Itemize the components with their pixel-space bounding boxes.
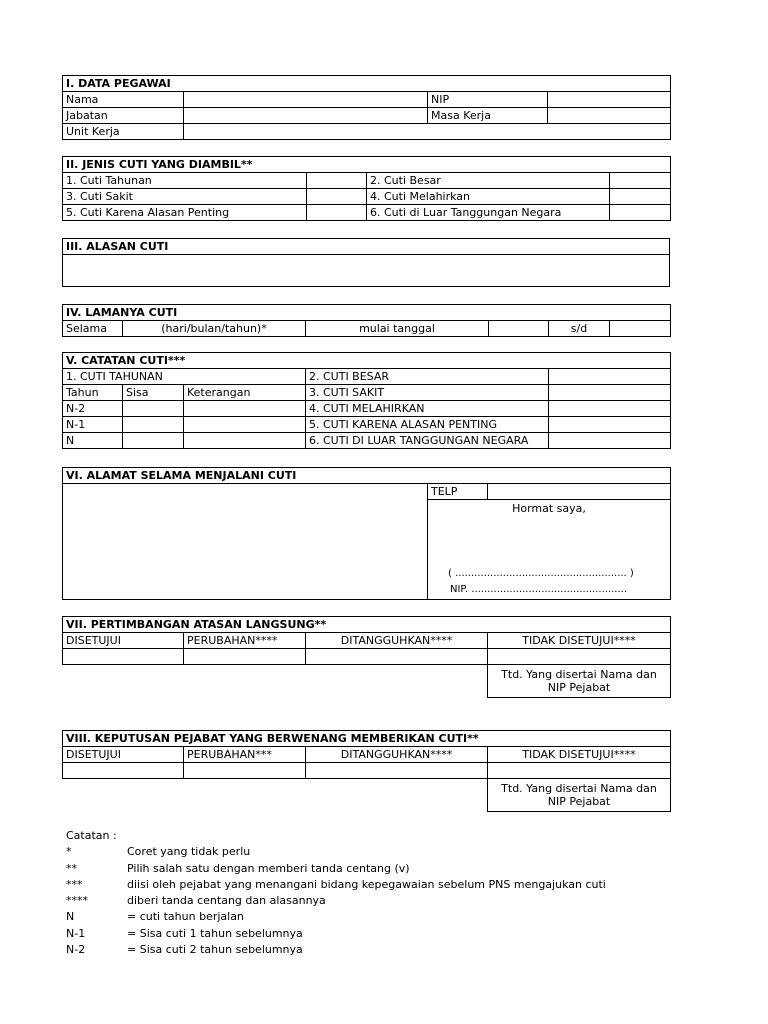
cuti-record-field[interactable] (549, 385, 671, 401)
cuti-record-label: 6. CUTI DI LUAR TANGGUNGAN NEGARA (306, 433, 549, 449)
label-sd: s/d (549, 321, 610, 337)
field-sisa[interactable] (123, 401, 184, 417)
cuti-type-label: 4. Cuti Melahirkan (367, 189, 610, 205)
field-sisa[interactable] (123, 417, 184, 433)
cuti-record-label: 5. CUTI KARENA ALASAN PENTING (306, 417, 549, 433)
field-jabatan[interactable] (184, 108, 428, 124)
signature-nip-line: NIP. ................................................. (450, 584, 628, 595)
note-item (66, 861, 606, 877)
spacer (63, 665, 488, 698)
row-year: N-2 (63, 401, 123, 417)
field-masa-kerja[interactable] (548, 108, 671, 124)
ttd-box (488, 779, 671, 812)
col-ditangguhkan: DITANGGUHKAN**** (306, 633, 488, 649)
cuti-tahunan-header: 1. CUTI TAHUNAN (63, 369, 306, 385)
section-data-pegawai (62, 75, 670, 140)
spacer (63, 779, 488, 812)
ttd-line: Ttd. Yang disertai Nama dan (501, 782, 657, 795)
field-unit-kerja[interactable] (184, 124, 671, 140)
note-key: * (66, 845, 72, 859)
cuti-type-label: 6. Cuti di Luar Tanggungan Negara (367, 205, 610, 221)
cuti-record-field[interactable] (549, 433, 671, 449)
hormat-saya: Hormat saya, (512, 502, 586, 515)
field-start-date[interactable] (489, 321, 549, 337)
field-ditangguhkan[interactable] (306, 649, 488, 665)
field-keterangan[interactable] (184, 417, 306, 433)
col-perubahan: PERUBAHAN*** (184, 747, 306, 763)
field-nama[interactable] (184, 92, 428, 108)
note-item (66, 877, 606, 893)
cuti-type-check[interactable] (307, 205, 367, 221)
row-year: N (63, 433, 123, 449)
field-keterangan[interactable] (184, 401, 306, 417)
label-unit-kerja: Unit Kerja (63, 124, 184, 140)
note-item (66, 909, 606, 925)
section-lamanya-cuti (62, 304, 670, 337)
col-keterangan: Keterangan (184, 385, 306, 401)
section-alamat (62, 467, 670, 600)
field-nip[interactable] (548, 92, 671, 108)
field-duration-unit[interactable]: (hari/bulan/tahun)* (123, 321, 306, 337)
field-alamat[interactable] (63, 484, 428, 600)
note-text: Pilih salah satu dengan memberi tanda centang (v) (127, 861, 410, 875)
row-year: N-1 (63, 417, 123, 433)
col-sisa: Sisa (123, 385, 184, 401)
note-key: **** (66, 894, 88, 908)
note-text: diisi oleh pejabat yang menangani bidang kepegawaian sebelum PNS mengajukan cuti (127, 877, 606, 891)
field-perubahan[interactable] (184, 649, 306, 665)
section-title: V. CATATAN CUTI*** (63, 353, 671, 369)
section-title: II. JENIS CUTI YANG DIAMBIL** (63, 157, 671, 173)
label-telp: TELP (428, 484, 488, 500)
section-title: I. DATA PEGAWAI (63, 76, 671, 92)
cuti-type-label: 1. Cuti Tahunan (63, 173, 307, 189)
col-tahun: Tahun (63, 385, 123, 401)
label-masa-kerja: Masa Kerja (428, 108, 548, 124)
cuti-type-label: 2. Cuti Besar (367, 173, 610, 189)
field-keterangan[interactable] (184, 433, 306, 449)
section-title: VIII. KEPUTUSAN PEJABAT YANG BERWENANG MEMBERIKAN CUTI** (63, 731, 671, 747)
col-ditangguhkan: DITANGGUHKAN**** (306, 747, 488, 763)
signature-box (428, 500, 671, 600)
note-text: = cuti tahun berjalan (127, 910, 244, 924)
note-key: ** (66, 861, 77, 875)
label-jabatan: Jabatan (63, 108, 184, 124)
cuti-type-check[interactable] (307, 189, 367, 205)
ttd-line: Ttd. Yang disertai Nama dan (501, 668, 657, 681)
note-text: = Sisa cuti 2 tahun sebelumnya (127, 943, 303, 957)
note-text: = Sisa cuti 1 tahun sebelumnya (127, 926, 303, 940)
ttd-box (488, 665, 671, 698)
note-text: Coret yang tidak perlu (127, 845, 251, 859)
field-alasan-cuti[interactable] (63, 255, 670, 287)
field-disetujui[interactable] (63, 649, 184, 665)
cuti-type-label: 5. Cuti Karena Alasan Penting (63, 205, 307, 221)
section-keputusan-pejabat (62, 730, 670, 812)
note-item (66, 893, 606, 909)
field-sisa[interactable] (123, 433, 184, 449)
section-title: III. ALASAN CUTI (63, 239, 670, 255)
notes (66, 828, 606, 958)
cuti-type-label: 3. Cuti Sakit (63, 189, 307, 205)
col-perubahan: PERUBAHAN**** (184, 633, 306, 649)
section-pertimbangan-atasan (62, 616, 670, 698)
cuti-type-check[interactable] (610, 173, 671, 189)
field-tidak-disetujui[interactable] (488, 649, 671, 665)
ttd-line: NIP Pejabat (547, 681, 611, 694)
section-alasan-cuti (62, 238, 670, 287)
note-text: diberi tanda centang dan alasannya (127, 894, 326, 908)
cuti-type-check[interactable] (610, 205, 671, 221)
field-end-date[interactable] (610, 321, 671, 337)
field-telp[interactable] (488, 484, 671, 500)
field-tidak-disetujui[interactable] (488, 763, 671, 779)
label-selama: Selama (63, 321, 123, 337)
cuti-record-field[interactable] (549, 369, 671, 385)
cuti-type-check[interactable] (307, 173, 367, 189)
note-item (66, 942, 606, 958)
col-disetujui: DISETUJUI (63, 747, 184, 763)
label-nama: Nama (63, 92, 184, 108)
label-nip: NIP (428, 92, 548, 108)
col-disetujui: DISETUJUI (63, 633, 184, 649)
field-perubahan[interactable] (184, 763, 306, 779)
cuti-type-check[interactable] (610, 189, 671, 205)
note-item (66, 926, 606, 942)
section-title: VII. PERTIMBANGAN ATASAN LANGSUNG** (63, 617, 671, 633)
col-tidak-disetujui: TIDAK DISETUJUI**** (488, 633, 671, 649)
cuti-record-label: 3. CUTI SAKIT (306, 385, 549, 401)
ttd-line: NIP Pejabat (547, 795, 611, 808)
section-title: IV. LAMANYA CUTI (63, 305, 671, 321)
col-tidak-disetujui: TIDAK DISETUJUI**** (488, 747, 671, 763)
cuti-record-label: 4. CUTI MELAHIRKAN (306, 401, 549, 417)
section-jenis-cuti (62, 156, 670, 221)
notes-title: Catatan : (66, 829, 117, 842)
field-disetujui[interactable] (63, 763, 184, 779)
field-ditangguhkan[interactable] (306, 763, 488, 779)
note-key: N-2 (66, 943, 86, 957)
label-mulai-tanggal: mulai tanggal (306, 321, 489, 337)
note-key: N (66, 910, 75, 924)
note-item (66, 844, 606, 860)
note-key: *** (66, 877, 83, 891)
signature-name-line: ( ...................................................... ) (448, 568, 634, 579)
section-title: VI. ALAMAT SELAMA MENJALANI CUTI (63, 468, 671, 484)
cuti-record-label: 2. CUTI BESAR (306, 369, 549, 385)
cuti-record-field[interactable] (549, 401, 671, 417)
cuti-record-field[interactable] (549, 417, 671, 433)
note-key: N-1 (66, 926, 86, 940)
section-catatan-cuti (62, 352, 670, 449)
